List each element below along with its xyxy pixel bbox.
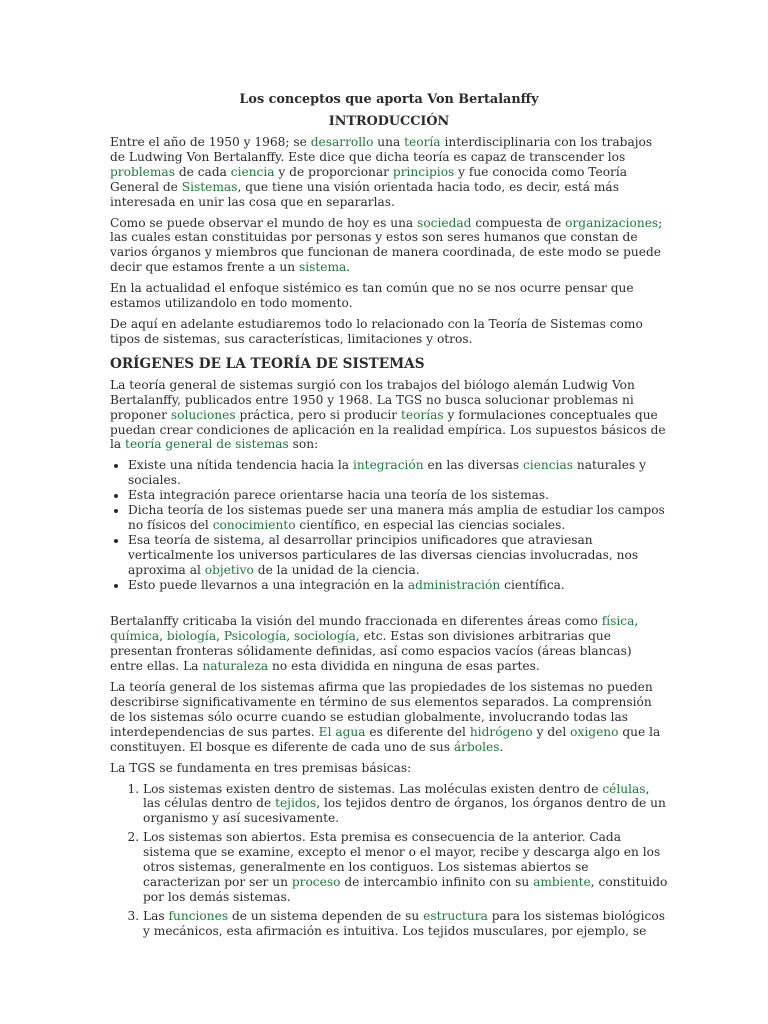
list-item — [143, 830, 668, 905]
text: , — [216, 629, 224, 644]
text: Esto puede llevarnos a una integración en la — [128, 577, 408, 592]
link-ciencia[interactable]: ciencia — [230, 164, 275, 179]
link-administracion[interactable]: administración — [407, 577, 501, 592]
text: de un sistema dependen de su — [228, 908, 424, 923]
text: práctica, pero si producir — [235, 407, 401, 422]
link-psicologia[interactable]: Psicología — [223, 629, 287, 644]
link-quimica[interactable]: química — [110, 629, 160, 644]
link-teoria[interactable]: teoría — [404, 135, 441, 149]
text: una — [373, 135, 405, 149]
text: interdisciplinaria con los trabajos de Ludwing Von Bertalanffy. Este dice que dicha teoría es capaz de transcender los — [110, 135, 653, 164]
text: ; las cuales estan constituidas por personas y estos son seres humanos que constan de varios órganos y miembros que funcionan de manera coordinada, de este modo se puede decir que estamos frente a un — [110, 215, 663, 275]
text: Dicha teoría de los sistemas puede ser una manera más amplia de estudiar los campos no físicos del — [128, 503, 665, 532]
text: compuesta de — [471, 215, 566, 230]
text: La teoría general de sistemas surgió con los trabajos del biólogo alemán Ludwig Von Bertalanffy, publicados entre 1950 y 1968. La TGS no busca solucionar problemas ni proponer — [110, 377, 635, 422]
text: , que tiene una visión orientada hacia todo, es decir, está más interesada en unir las cosa que en separarlas. — [110, 179, 619, 209]
text: y fue conocida como Teoría General de — [110, 164, 628, 194]
origins-heading: ORÍGENES DE LA TEORÍA DE SISTEMAS — [110, 355, 425, 372]
paragraph-intro-2 — [110, 216, 668, 276]
text: de intercambio infinito con su — [340, 874, 534, 889]
text: son: — [288, 437, 319, 452]
text: y del — [532, 724, 571, 739]
text: no esta dividida en ninguna de esas partes. — [268, 659, 540, 674]
paragraph-origins-3 — [110, 680, 668, 755]
link-oxigeno[interactable]: oxigeno — [570, 724, 619, 739]
text: , etc. Estas son divisiones arbitrarias que presentan fronteras sólidamente definidas, así como espacios vacíos (áreas blancas) entre ellas. La — [110, 629, 632, 674]
link-principios[interactable]: principios — [392, 164, 455, 179]
text: de la unidad de la ciencia. — [253, 562, 420, 577]
text: que la constituyen. El bosque es diferente de cada uno de sus — [110, 724, 661, 754]
text: , — [159, 629, 167, 644]
text: , — [286, 629, 294, 644]
text: Esa teoría de sistema, al desarrollar principios unificadores que atraviesan verticalmente los universos particulares de las diversas ciencias involucradas, nos aproxima al — [128, 532, 639, 577]
paragraph-intro-1 — [110, 135, 668, 210]
link-ciencias[interactable]: ciencias — [522, 458, 574, 473]
link-fisica[interactable]: física — [601, 614, 635, 629]
link-teoria-general-de-sistemas[interactable]: teoría general de sistemas — [125, 437, 289, 452]
list-item — [143, 909, 668, 939]
paragraph-intro-3: En la actualidad el enfoque sistémico es tan común que no se nos ocurre pensar que estamos utilizandolo en todo momento. — [110, 281, 634, 311]
text: es diferente del — [365, 724, 470, 739]
list-item — [128, 533, 668, 578]
text: Existe una nítida tendencia hacia la — [128, 458, 353, 473]
link-naturaleza[interactable]: naturaleza — [202, 659, 269, 674]
text: y formulaciones conceptuales que puedan crear condiciones de aplicación en la realidad empírica. Los supuestos básicos de la — [110, 407, 666, 452]
link-conocimiento[interactable]: conocimiento — [212, 517, 296, 532]
text: científico, en especial las ciencias sociales. — [295, 517, 566, 532]
text: Entre el año de 1950 y 1968; se — [110, 135, 311, 149]
link-celulas[interactable]: células — [602, 781, 646, 796]
text: para los sistemas biológicos y mecánicos, esta afirmación es intuitiva. Los tejidos musculares, por ejemplo, se — [143, 908, 665, 938]
text: de cada — [174, 164, 231, 179]
list-item — [128, 458, 668, 488]
link-desarrollo[interactable]: desarrollo — [310, 135, 374, 149]
text: Los sistemas son abiertos. Esta premisa es consecuencia de la anterior. Cada sistema que se examine, excepto el menor o el mayor, recibe y descarga algo en los otros sistemas, generalmente en los contiguos. Los sistemas abiertos se caracterizan por ser un — [143, 830, 661, 889]
text: La teoría general de los sistemas afirma que las propiedades de los sistemas no pueden describirse significativamente en término de sus elementos separados. La comprensión de los sistemas sólo ocurre cuando se estudian globalmente, involucrando todas las interdependencias de sus partes. — [110, 680, 653, 739]
link-integracion[interactable]: integración — [352, 458, 424, 473]
link-hidrogeno[interactable]: hidrógeno — [469, 724, 533, 739]
link-tejidos[interactable]: tejidos — [275, 796, 317, 811]
paragraph-premises-intro: La TGS se fundamenta en tres premisas básicas: — [110, 760, 412, 775]
link-arboles[interactable]: árboles — [453, 739, 500, 754]
list-item: • Esta integración parece orientarse hacia una teoría de los sistemas. — [128, 488, 668, 503]
text: Bertalanffy criticaba la visión del mundo fraccionada en diferentes áreas como — [110, 614, 602, 629]
link-organizaciones[interactable]: organizaciones — [565, 215, 659, 230]
link-estructura[interactable]: estructura — [423, 908, 488, 923]
spacer — [110, 600, 668, 614]
text: científica. — [500, 577, 565, 592]
link-sistema[interactable]: sistema — [298, 260, 347, 275]
link-biologia[interactable]: biología — [166, 629, 217, 644]
text: . — [346, 260, 351, 275]
text: , las células dentro de — [143, 781, 650, 811]
link-objetivo[interactable]: objetivo — [204, 562, 254, 577]
link-funciones[interactable]: funciones — [168, 908, 229, 923]
list-item — [128, 578, 668, 593]
text: Los sistemas existen dentro de sistemas. Las moléculas existen dentro de — [143, 781, 603, 796]
text: , constituido por los demás sistemas. — [143, 874, 668, 904]
list-item — [128, 503, 668, 533]
text: , los tejidos dentro de órganos, los órganos dentro de un organismo y así sucesivamente. — [143, 796, 666, 826]
text: Las — [143, 908, 169, 923]
text: y de proporcionar — [274, 164, 393, 179]
premises-list — [110, 782, 668, 939]
link-teorias[interactable]: teorías — [400, 407, 444, 422]
paragraph-intro-4: De aquí en adelante estudiaremos todo lo relacionado con la Teoría de Sistemas como tipos de sistemas, sus características, limitaciones y otros. — [110, 316, 643, 346]
text: . — [499, 739, 504, 754]
link-ambiente[interactable]: ambiente — [533, 874, 591, 889]
introduction-heading: INTRODUCCIÓN — [328, 114, 450, 129]
text: , — [634, 614, 639, 629]
link-proceso[interactable]: proceso — [291, 874, 341, 889]
list-item — [143, 782, 668, 827]
document-title: Los conceptos que aporta Von Bertalanffy — [239, 92, 539, 107]
assumptions-list — [110, 458, 668, 592]
link-problemas[interactable]: problemas — [110, 164, 175, 179]
link-sociedad[interactable]: sociedad — [417, 215, 472, 230]
paragraph-origins-1 — [110, 378, 668, 453]
link-sociologia[interactable]: sociología — [294, 629, 356, 644]
link-soluciones[interactable]: soluciones — [170, 407, 236, 422]
link-sistemas[interactable]: Sistemas — [181, 179, 238, 194]
text: Como se puede observar el mundo de hoy es una — [110, 215, 418, 230]
link-el-agua[interactable]: El agua — [318, 724, 366, 739]
text: naturales y sociales. — [128, 458, 646, 488]
text: en las diversas — [423, 458, 523, 473]
paragraph-origins-2 — [110, 614, 668, 674]
